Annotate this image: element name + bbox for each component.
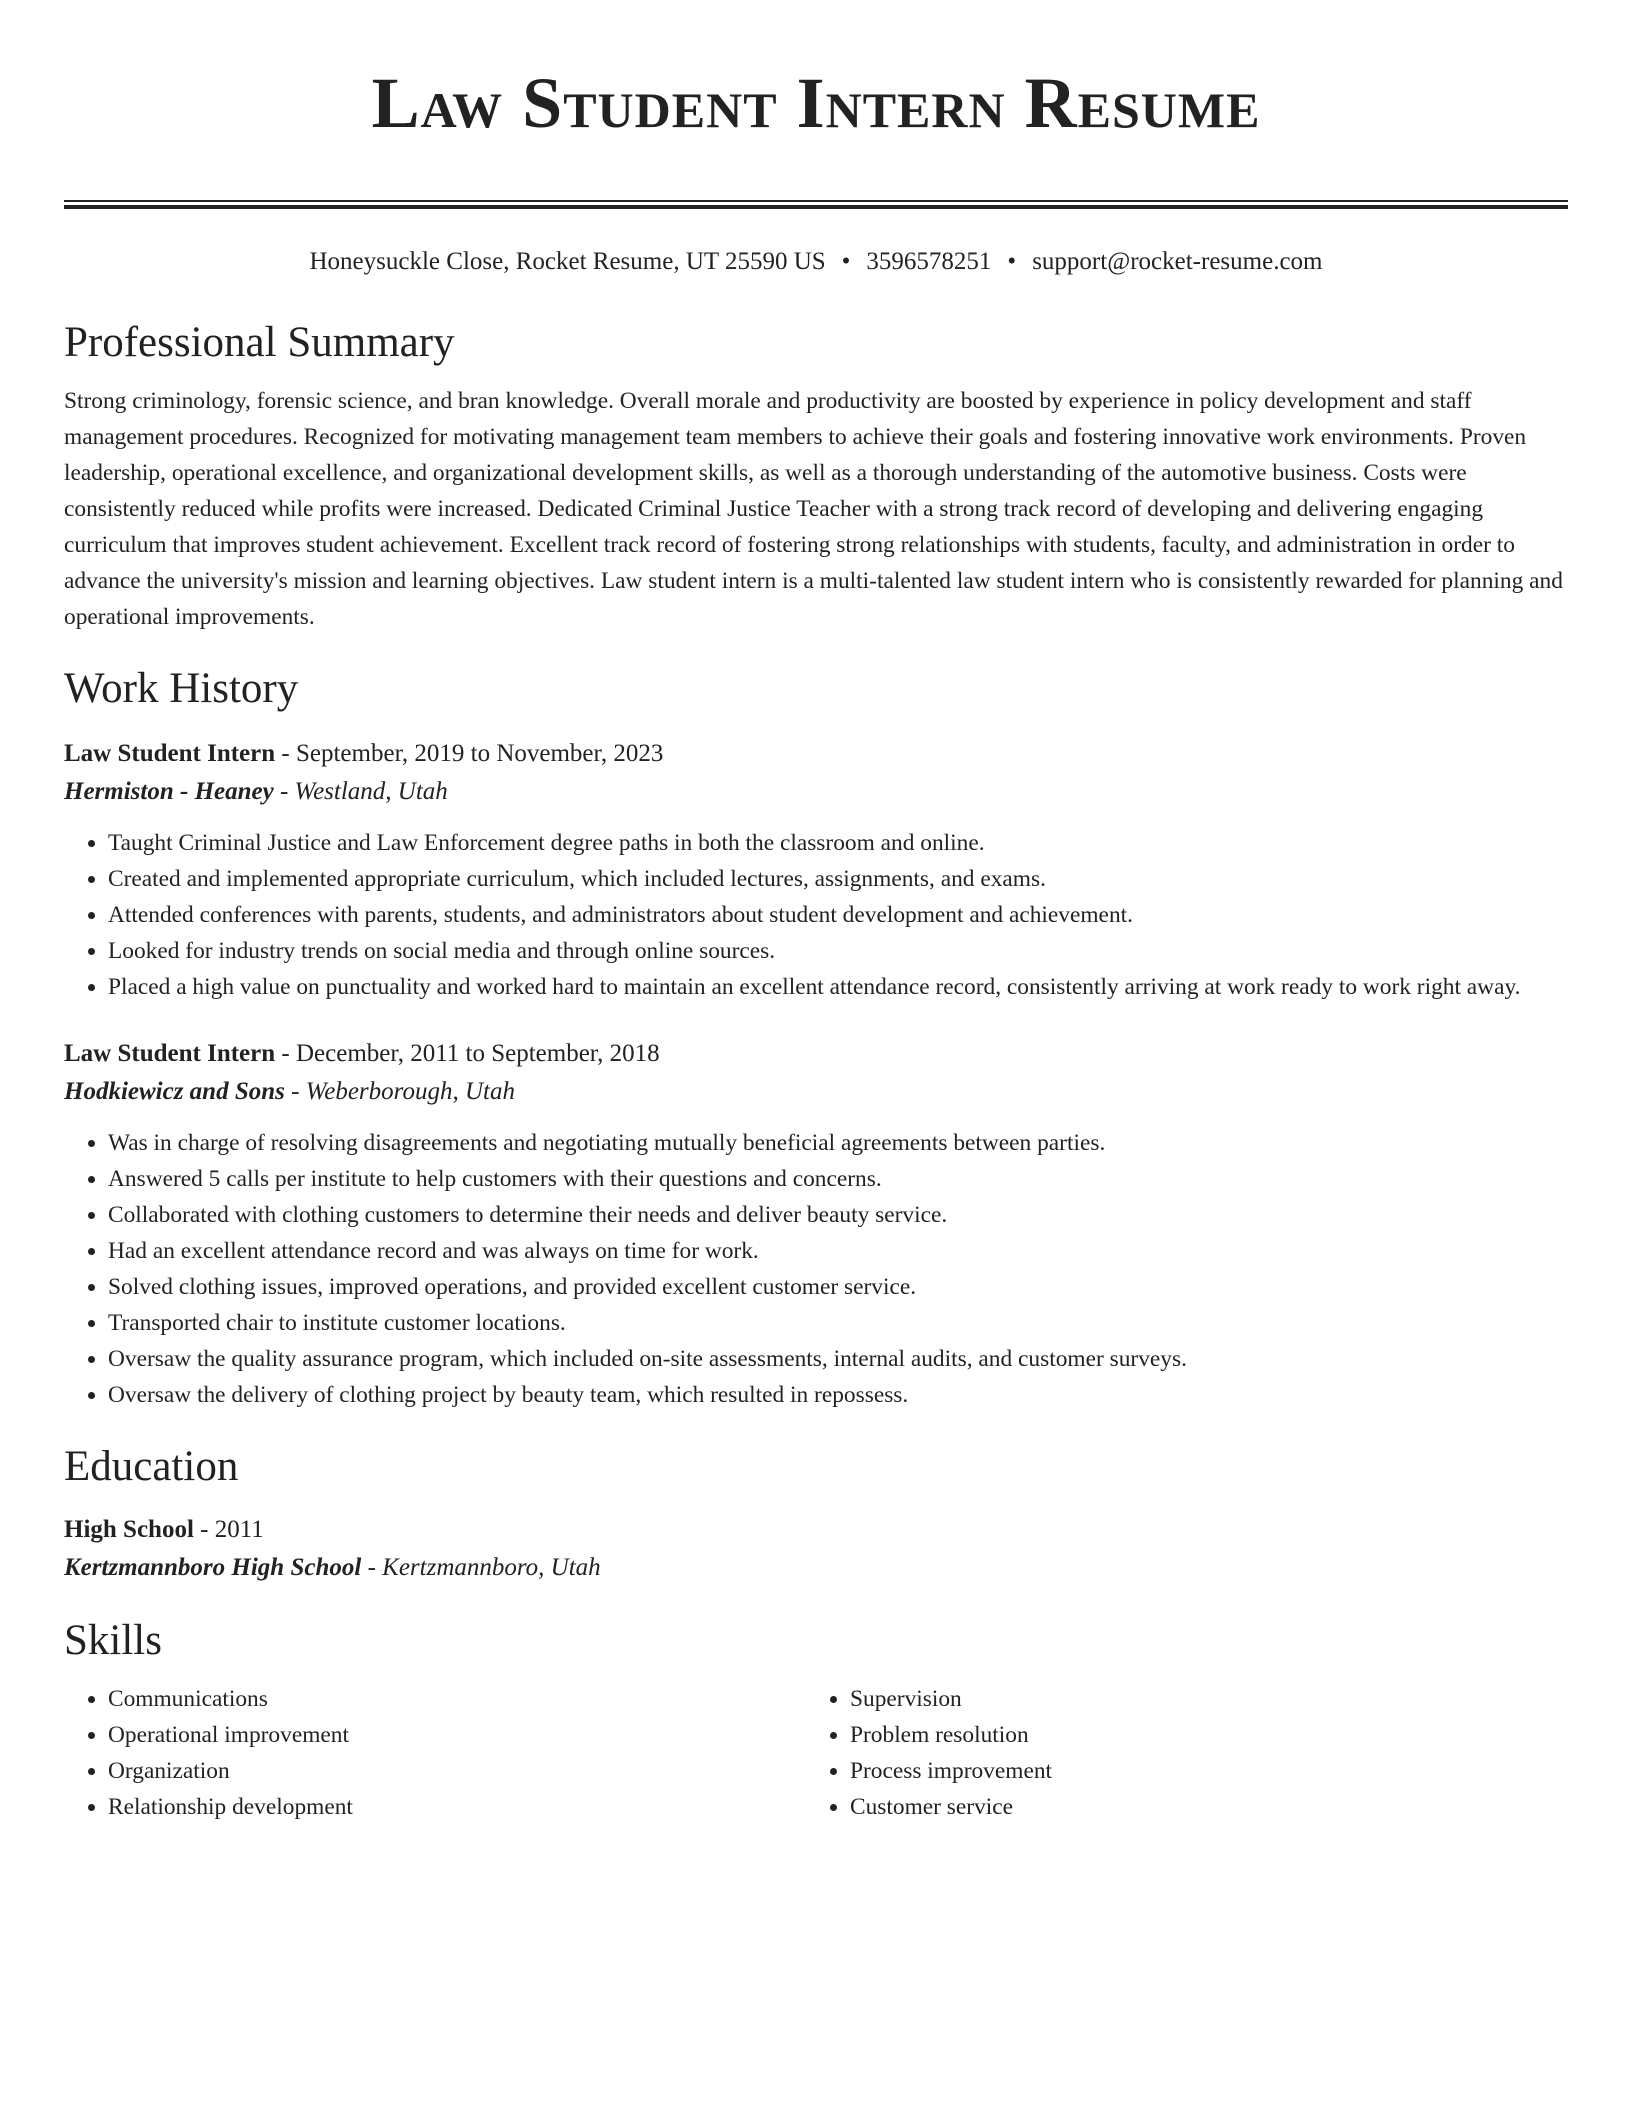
contact-phone[interactable]: 3596578251 — [866, 248, 992, 275]
job-title: Law Student Intern — [64, 740, 276, 767]
company-line — [64, 1073, 1568, 1111]
job-bullet: • Had an excellent attendance record and was always on time for work. — [108, 1233, 1568, 1269]
job-dates: - December, 2011 to September, 2018 — [275, 1040, 660, 1067]
skills-grid — [64, 1681, 1568, 1825]
contact-line — [64, 245, 1568, 279]
education-heading: Education — [64, 1443, 239, 1490]
job-bullet: • Oversaw the quality assurance program, which included on-site assessments, internal audits, and customer surveys. — [108, 1341, 1568, 1377]
contact-separator: • — [1007, 248, 1017, 275]
resume-title: Law Student Intern Resume — [371, 63, 1261, 143]
job-bullets — [64, 825, 1568, 1005]
skill-item: • Communications — [108, 1681, 806, 1717]
degree: High School — [64, 1516, 194, 1543]
job-bullet: • Taught Criminal Justice and Law Enforcement degree paths in both the classroom and online. — [108, 825, 1568, 861]
job-title-line — [64, 735, 1568, 773]
skill-item: • Customer service — [850, 1789, 1548, 1825]
company-line — [64, 773, 1568, 811]
job-bullet: • Attended conferences with parents, students, and administrators about student development and achievement. — [108, 897, 1568, 933]
contact-address: Honeysuckle Close, Rocket Resume, UT 25590 US — [309, 248, 826, 275]
education-entry — [64, 1511, 1568, 1587]
job-bullet: • Created and implemented appropriate curriculum, which included lectures, assignments, and exams. — [108, 861, 1568, 897]
summary-text: Strong criminology, forensic science, and bran knowledge. Overall morale and productivity are boosted by experience in policy development and staff management procedures. Recognized for motivating management team members to achieve their goals and fostering innovative work environments. Proven leadership, operational excellence, and organizational development skills, as well as a thorough understanding of the automotive business. Costs were consistently reduced while profits were increased. Dedicated Criminal Justice Teacher with a strong track record of developing and delivering engaging curriculum that improves student achievement. Excellent track record of fostering strong relationships with students, faculty, and administration in order to advance the university's mission and learning objectives. Law student intern is a multi-talented law student intern who is consistently rewarded for planning and operational improvements. — [64, 388, 1563, 630]
graduation-year: - 2011 — [193, 1516, 264, 1543]
job-title-line — [64, 1035, 1568, 1073]
job-entry — [64, 735, 1568, 1005]
work-history-heading: Work History — [64, 665, 299, 712]
job-bullet: • Was in charge of resolving disagreements and negotiating mutually beneficial agreements between parties. — [108, 1125, 1568, 1161]
job-title: Law Student Intern — [64, 1040, 276, 1067]
job-dates: - September, 2019 to November, 2023 — [275, 740, 664, 767]
company-location: - Weberborough, Utah — [284, 1078, 515, 1105]
job-bullet: • Looked for industry trends on social media and through online sources. — [108, 933, 1568, 969]
title-double-rule — [64, 200, 1568, 209]
company-location: - Westland, Utah — [273, 778, 448, 805]
skill-item: • Supervision — [850, 1681, 1548, 1717]
contact-email[interactable]: support@rocket-resume.com — [1032, 248, 1323, 275]
skill-item: • Organization — [108, 1753, 806, 1789]
skills-column-left — [64, 1681, 806, 1825]
job-bullet: • Oversaw the delivery of clothing project by beauty team, which resulted in repossess. — [108, 1377, 1568, 1413]
job-bullet: • Transported chair to institute customer locations. — [108, 1305, 1568, 1341]
skills-heading: Skills — [64, 1617, 162, 1664]
school-name: Kertzmannboro High School — [64, 1554, 362, 1581]
degree-line — [64, 1511, 1568, 1549]
skill-item: • Process improvement — [850, 1753, 1548, 1789]
skills-column-right — [806, 1681, 1548, 1825]
job-bullets — [64, 1125, 1568, 1413]
skill-item: • Operational improvement — [108, 1717, 806, 1753]
contact-separator: • — [841, 248, 851, 275]
school-location: - Kertzmannboro, Utah — [361, 1554, 601, 1581]
job-bullet: • Answered 5 calls per institute to help customers with their questions and concerns. — [108, 1161, 1568, 1197]
skill-item: • Relationship development — [108, 1789, 806, 1825]
school-line — [64, 1549, 1568, 1587]
summary-heading: Professional Summary — [64, 319, 455, 366]
job-entry — [64, 1035, 1568, 1413]
job-bullet: • Placed a high value on punctuality and worked hard to maintain an excellent attendance record, consistently arriving at work ready to work right away. — [108, 969, 1568, 1005]
job-bullet: • Solved clothing issues, improved operations, and provided excellent customer service. — [108, 1269, 1568, 1305]
job-bullet: • Collaborated with clothing customers to determine their needs and deliver beauty service. — [108, 1197, 1568, 1233]
company-name: Hermiston - Heaney — [64, 778, 274, 805]
company-name: Hodkiewicz and Sons — [64, 1078, 285, 1105]
skill-item: • Problem resolution — [850, 1717, 1548, 1753]
